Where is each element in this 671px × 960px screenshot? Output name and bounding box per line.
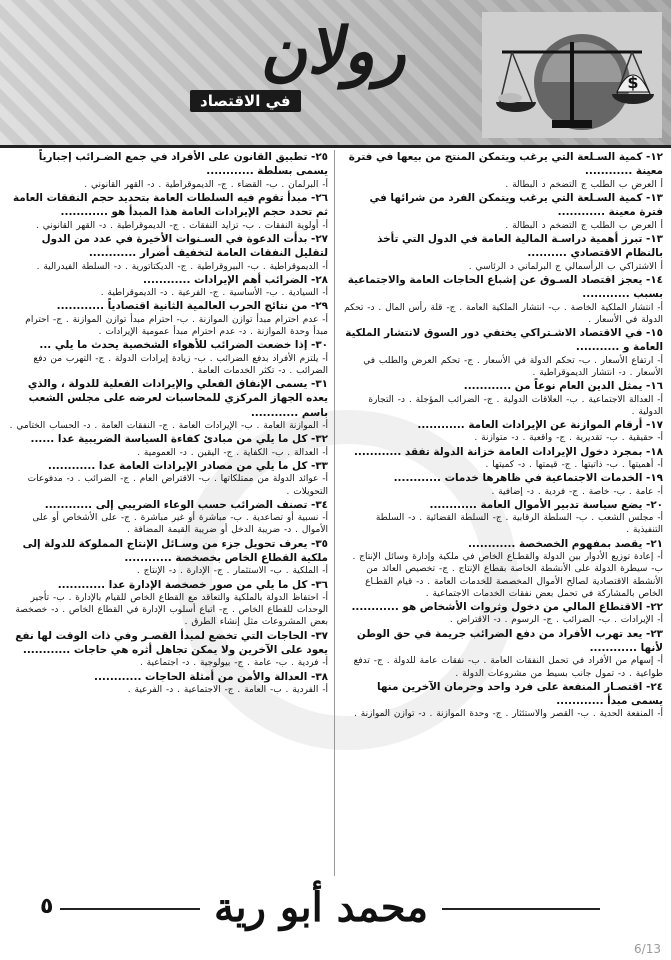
question-options: أ- عوائد الدولة من ممتلكاتها . ب- الاقتراض العام . ج- الضرائب . د- مدفوعات التحويلات .	[27, 474, 328, 497]
question-text: ٣٢- كل ما يلي من مبادئ كفاءة السياسة الضريبية عدا ......	[30, 433, 328, 446]
question-options: أ- الفردية . ب- العامة . ج- الاجتماعية . د- الفرعية .	[127, 685, 328, 695]
question-options: أ- إعادة توزيع الأدوار بين الدولة والقطـاع الخاص في ملكية وإدارة وسائل الإنتاج . ب- سيطرة الدولة على الأنشطة الخاصة بقطاع الإنتاج . ج- تخصيص العائد من الأنشطة الاقتصادية لصالح الأموال المخصصة للخدمات العامة . د- قيام القطـاع الخاص بالمشاركة في تحمل بعض نفقات الخدمات الاجتماعية .	[352, 552, 663, 599]
question-text: ٢٤- اقتصـار المنفعة على فرد واحد وحرمان الآخرين منها يسمى مبدأ ............	[376, 680, 663, 708]
question-options: أ العرض ب الطلب ج التضخم د البطالة .	[505, 220, 663, 231]
question-text: ٢١- يقصد بمفهوم الخصخصة ............	[467, 537, 663, 550]
question-text: ١٨- بمجرد دخول الإيرادات العامة خزانة الدولة تفقد ............	[353, 445, 663, 458]
question-text: ٣١- يسمى الإنفاق الفعلي والإيرادات الفعلية للدولة ، والذي يعده الجهاز المركزي للمحاسبات لعرضه على مجلس الشعب باسم ............	[27, 378, 328, 419]
question-options: أ- ارتفاع الأسعار . ب- تحكم الدولة في الأسعار . ج- تحكم العرض والطلب في الأسعار . د- انتشار الديموقراطية .	[363, 355, 663, 378]
question-text: ٣٧- الحاجات التي تخضع لمبدأ القصـر وفي ذات الوقت لها نفع يعود على الآخرين ولا يمكن تجاهل أثره هي حاجات ............	[15, 629, 328, 657]
logo-subtitle: في الاقتصاد	[190, 90, 301, 112]
question-text: ٣٦- كل ما يلي من صور خصخصة الإدارة عدا ............	[57, 578, 328, 591]
left-column	[8, 150, 328, 696]
question-text: ١٥- في الاقتصاد الاشـتراكي يختفي دور السوق لانتشار الملكية العامة و ...........	[345, 327, 663, 354]
page-indicator: 6/13	[634, 942, 661, 956]
question-item	[343, 191, 663, 232]
question-item	[8, 670, 328, 697]
question-item	[8, 629, 328, 670]
question-options: أ- انتشار الملكية الخاصة . ب- انتشار الملكية العامة . ج- قلة رأس المال . د- تحكم الدولة في الأسعار .	[344, 302, 663, 325]
logo-title: رولان	[256, 14, 419, 89]
question-text: ١٣- كمية السـلعة التي يرغب ويتمكن الفرد من شرائها في فترة معينة ............	[369, 191, 663, 219]
question-text: ٣٤- تصنف الضرائب حسب الوعاء الضريبي إلى ............	[44, 498, 328, 511]
question-options: أ- مجلس الشعب . ب- السلطة الرقابية . ج- السلطة القضائية . د- السلطة التنفيذية .	[375, 513, 663, 536]
question-item	[343, 232, 663, 273]
question-text: ٢٠- يضع سياسة تدبير الأموال العامة ............	[429, 498, 663, 511]
question-options: أ- البرلمان . ب- القضاء . ج- الديموقراطية . د- القهر القانوني .	[84, 179, 328, 190]
question-item	[8, 377, 328, 432]
question-text: ٢٩- من نتائج الحرب العالمية الثانية اقتصادياً ............	[56, 300, 328, 313]
question-item	[8, 578, 328, 629]
question-item	[8, 273, 328, 300]
questions-content	[8, 150, 663, 876]
author-name: محمد أبو رية	[200, 884, 442, 931]
question-options: أ- المنفعة الحدية . ب- القصر والاستئثار . ج- وحدة الموازنة . د- توازن الموازنة .	[354, 709, 663, 720]
question-text: ٣٨- العدالة والأمن من أمثلة الحاجات ............	[94, 670, 328, 683]
question-item	[343, 498, 663, 537]
question-text: ١٢- كمية السـلعة التي يرغب ويتمكن المنتج من بيعها في فترة معينة ............	[348, 151, 663, 178]
question-text: ١٤- يعجز اقتصاد السـوق عن إشباع الحاجات العامة والاجتماعية بسبب ............	[347, 273, 663, 301]
scale-money-icon	[482, 12, 662, 138]
question-text: ٢٥- تطبيق القانون على الأفراد في جمع الضـرائب إجبارياً يسمى بسلطة ............	[38, 151, 328, 178]
question-options: أ- يلتزم الأفراد بدفع الضرائب . ب- زيادة إيرادات الدولة . ج- التهرب من دفع الضرائب . د- تكثر الخدمات العامة .	[33, 353, 328, 376]
question-text: ٣٠- إذا خضعت الضرائب للأهواء الشخصية يحدث ما يلي ...	[39, 339, 328, 352]
question-item	[343, 326, 663, 379]
question-item	[343, 273, 663, 326]
question-options: أ- العدالة الاجتماعية . ب- العلاقات الدولية . ج- الضرائب المؤجلة . د- التجارة الدولية .	[368, 394, 663, 417]
question-item	[8, 537, 328, 578]
question-options: أ- احتفاظ الدولة بالملكية والتعاقد مع القطاع الخاص للقيام بالإدارة . ب- تأجير الوحدات للقطاع الخاص . ج- اتباع أسلوب الإدارة في القطاع الخاص . د- خصخصة بعض المشروعات مثل إنشاء الطرق .	[15, 592, 328, 628]
right-column	[343, 150, 663, 721]
question-options: أ- السيادية . ب- الأساسية . ج- الفرعية . د- الديموقراطية .	[100, 288, 328, 299]
question-options: أ- فردية . ب- عامة . ج- بيولوجية . د- اجتماعية .	[139, 658, 328, 669]
question-options: أ العرض ب الطلب ج التضخم د البطالة .	[505, 179, 663, 190]
question-text: ٢٧- بدأت الدعوة في السـنوات الأخيرة في عدد من الدول لتقليل النفقات العامة لتخفيف أضرار ............	[41, 232, 328, 260]
question-text: ١٩- الخدمات الاجتماعية في ظاهرها خدمات ............	[393, 472, 663, 485]
question-item	[8, 232, 328, 273]
question-item	[8, 459, 328, 498]
question-text: ٢٢- الاقتطاع المالي من دخول وثروات الأشخاص هو ............	[351, 600, 663, 613]
question-text: ٢٦- مبدأ تقوم فيه السلطات العامة بتحديد حجم النفقات العامة ثم تحدد حجم الإيرادات العامة هذا المبدأ هو ............	[13, 191, 328, 219]
question-text: ١٣- تبرز أهمية دراسـة المالية العامة في الدول التي تأخذ بالنظام الاقتصادي ..........	[377, 232, 663, 260]
svg-text:$: $	[627, 73, 639, 92]
question-options: أ الاشتراكي ب الرأسمالي ج البرلماني د الرئاسي .	[468, 261, 663, 272]
page-number: ٥	[40, 894, 54, 919]
question-text: ٢٣- يعد تهرب الأفراد من دفع الضرائب جريمة في حق الوطن لأنها ............	[356, 627, 663, 654]
question-item	[8, 338, 328, 377]
question-text: ١٧- أرقام الموازنة عن الإيرادات العامة ............	[417, 419, 663, 432]
question-item	[343, 600, 663, 627]
question-options: أ- الإيرادات . ب- الضرائب . ج- الرسوم . د- الاقتراض .	[449, 615, 663, 626]
question-item	[8, 432, 328, 459]
question-item	[8, 191, 328, 232]
page-header	[0, 0, 671, 148]
question-text: ١٦- يمثل الدين العام نوعاً من ............	[463, 380, 663, 393]
column-divider	[334, 150, 335, 876]
question-text: ٢٨- الضرائب أهم الإيرادات ............	[143, 273, 328, 286]
question-item	[343, 150, 663, 191]
question-options: أ- الموازنة العامة . ب- الإيرادات العامة . ج- النفقات العامة . د- الحساب الختامي .	[9, 421, 328, 432]
question-options: أ- العدالة . ب- الكفاية . ج- اليقين . د- العمومية .	[137, 447, 328, 458]
question-item	[343, 680, 663, 721]
question-options: أ- إسهام من الأفراد في تحمل النفقات العامة . ب- نفقات عامة للدولة . ج- تدفع طواعية . د- تمول جانب بسيط من مشروعات الدولة .	[353, 656, 663, 679]
question-item	[8, 150, 328, 191]
question-item	[343, 418, 663, 445]
question-text: ٣٣- كل ما يلي من مصادر الإيرادات العامة عدا ............	[47, 460, 328, 473]
question-options: أ- نسبية أو تصاعدية . ب- مباشرة أو غير مباشرة . ج- على الأشخاص أو على الأموال . د- ضريبة الدخل أو ضريبة القيمة المضافة .	[32, 513, 328, 536]
question-item	[343, 445, 663, 472]
question-options: أ- أهميتها . ب- ذاتيتها . ج- قيمتها . د- كميتها .	[485, 460, 663, 471]
question-item	[343, 379, 663, 418]
question-item	[8, 299, 328, 338]
question-options: أ- عدم احترام مبدأ توازن الموازنة . ب- احترام مبدأ توازن الموازنة . ج- احترام مبدأ وحدة الموازنة . د- عدم احترام مبدأ عمومية الإيرادات .	[25, 314, 328, 338]
logo	[180, 14, 419, 120]
question-options: أ- الملكية . ب- الاستثمار . ج- الإدارة . د- الإنتاج .	[136, 566, 328, 577]
question-item	[343, 537, 663, 600]
question-options: أ- عامة . ب- خاصة . ج- فردية . د- إضافية .	[491, 486, 663, 497]
question-item	[343, 627, 663, 680]
question-item	[8, 498, 328, 537]
question-options: أ- حقيقية . ب- تقديرية . ج- واقعية . د- متوازنة .	[474, 433, 663, 444]
question-options: أ- أولوية النفقات . ب- تزايد النفقات . ج- الديموقراطية . د- القهر القانوني .	[35, 220, 328, 231]
question-text: ٣٥- يعرف تحويل جزء من وسـائل الإنتاج المملوكة للدولة إلى ملكية القطاع الخاص بخصخصة ............	[22, 537, 328, 565]
question-options: أ- الديموقراطية . ب- البيروقراطية . ج- الديكتاتورية . د- السلطة الفيدرالية .	[36, 261, 328, 272]
page-footer	[0, 880, 671, 960]
question-item	[343, 471, 663, 498]
